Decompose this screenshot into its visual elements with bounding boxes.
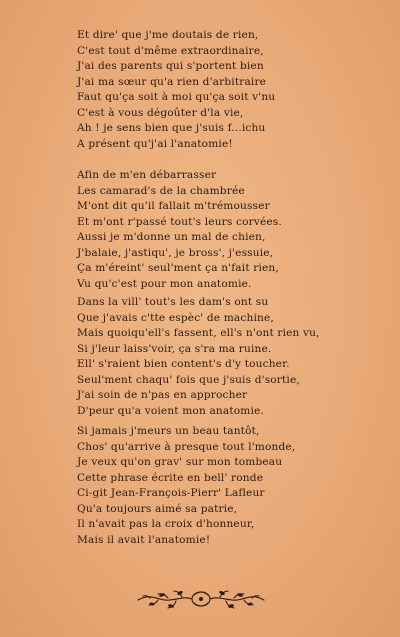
verse-line: J'ai soin de n'pas en approcher bbox=[77, 389, 248, 401]
verse-line: D'peur qu'a voient mon anatomie. bbox=[77, 404, 264, 417]
verse-line: Mais quoiqu'ell's fassent, ell's n'ont rien vu, bbox=[77, 327, 320, 339]
verse-line: Je veux qu'on grav' sur mon tombeau bbox=[77, 456, 283, 468]
verse-line: A présent qu'j'ai l'anatomie! bbox=[77, 137, 233, 150]
verse-line: Cette phrase écrite en bell' ronde bbox=[77, 471, 264, 484]
verse-line: Les camarad's de la chambrée bbox=[77, 184, 245, 197]
verse-line: Ell' s'raient bien content's d'y toucher. bbox=[77, 358, 290, 370]
verse-line: C'est tout d'même extraordinaire, bbox=[77, 44, 264, 57]
verse-line: Afin de m'en débarrasser bbox=[77, 169, 217, 181]
verse-line: Si j'leur laiss'voir, ça s'ra ma ruine. bbox=[77, 342, 272, 355]
verse-line: Qu'a toujours aimé sa patrie, bbox=[77, 502, 238, 515]
verse-line: Et dire' que j'me doutais de rien, bbox=[77, 29, 259, 41]
verse-line: C'est à vous dégoûter d'la vie, bbox=[77, 106, 244, 119]
verse-line: J'ai ma sœur qu'a rien d'arbitraire bbox=[77, 75, 267, 88]
stanza-3 bbox=[77, 295, 387, 419]
verse-line: Aussi je m'donne un mal de chien, bbox=[77, 231, 266, 243]
floral-vignette-icon bbox=[136, 585, 266, 615]
verse-line: Vu qu'c'est pour mon anatomie. bbox=[77, 277, 252, 290]
verse-line: Que j'avais c'tte espèc' de machine, bbox=[77, 311, 274, 324]
stanza-1 bbox=[77, 28, 387, 152]
verse-line: J'balaie, j'astiqu', je bross', j'essuie, bbox=[77, 246, 274, 259]
verse-line: Ah ! je sens bien que j'suis f...ichu bbox=[77, 122, 266, 134]
stanza-4 bbox=[77, 424, 387, 548]
verse-line: Chos' qu'arrive à presque tout l'monde, bbox=[77, 440, 296, 453]
verse-line: M'ont dit qu'il fallait m'trémousser bbox=[77, 200, 270, 212]
stanza-2 bbox=[77, 168, 387, 292]
verse-line: Ça m'éreint' seul'ment ça n'fait rien, bbox=[77, 262, 279, 274]
verse-line: Si jamais j'meurs un beau tantôt, bbox=[77, 425, 260, 437]
verse-line: Ci-git Jean-François-Pierr' Lafleur bbox=[77, 487, 265, 499]
verse-line: Seul'ment chaqu' fois que j'suis d'sortie, bbox=[77, 373, 300, 386]
verse-line: Mais il avait l'anatomie! bbox=[77, 533, 211, 546]
verse-line: Faut qu'ça soit à moi qu'ça soit v'nu bbox=[77, 91, 276, 103]
verse-line: Et m'ont r'passé tout's leurs corvées. bbox=[77, 215, 282, 228]
verse-line: Dans la vill' tout's les dam's ont su bbox=[77, 296, 269, 308]
verse-line: Il n'avait pas la croix d'honneur, bbox=[77, 518, 255, 530]
verse-line: J'ai des parents qui s'portent bien bbox=[77, 60, 264, 72]
